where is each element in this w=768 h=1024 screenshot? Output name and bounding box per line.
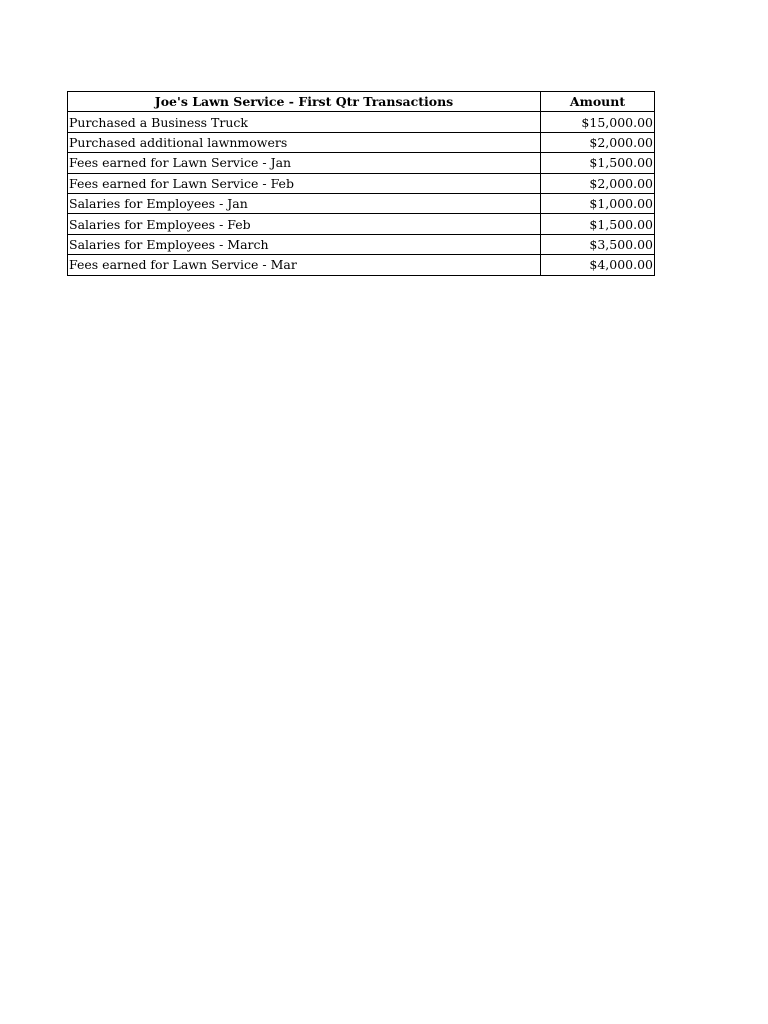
transaction-description: Fees earned for Lawn Service - Jan	[68, 153, 541, 173]
transactions-table	[67, 91, 655, 276]
table-row	[68, 173, 655, 193]
transaction-amount: $15,000.00	[541, 112, 655, 132]
table-row	[68, 214, 655, 234]
transaction-description: Purchased additional lawnmowers	[68, 132, 541, 152]
transaction-description: Salaries for Employees - Jan	[68, 193, 541, 213]
table-header-row	[68, 92, 655, 112]
table-row	[68, 153, 655, 173]
transaction-amount: $1,500.00	[541, 153, 655, 173]
transaction-description: Purchased a Business Truck	[68, 112, 541, 132]
column-header-description: Joe's Lawn Service - First Qtr Transactions	[68, 92, 541, 112]
transaction-description: Salaries for Employees - Feb	[68, 214, 541, 234]
transaction-amount: $1,000.00	[541, 193, 655, 213]
transaction-amount: $1,500.00	[541, 214, 655, 234]
transaction-description: Fees earned for Lawn Service - Feb	[68, 173, 541, 193]
transaction-description: Fees earned for Lawn Service - Mar	[68, 255, 541, 275]
transaction-amount: $4,000.00	[541, 255, 655, 275]
transaction-description: Salaries for Employees - March	[68, 234, 541, 254]
table-row	[68, 132, 655, 152]
table-row	[68, 112, 655, 132]
column-header-amount: Amount	[541, 92, 655, 112]
table-row	[68, 193, 655, 213]
transaction-amount: $2,000.00	[541, 173, 655, 193]
table-row	[68, 234, 655, 254]
transaction-amount: $2,000.00	[541, 132, 655, 152]
table-row	[68, 255, 655, 275]
transaction-amount: $3,500.00	[541, 234, 655, 254]
